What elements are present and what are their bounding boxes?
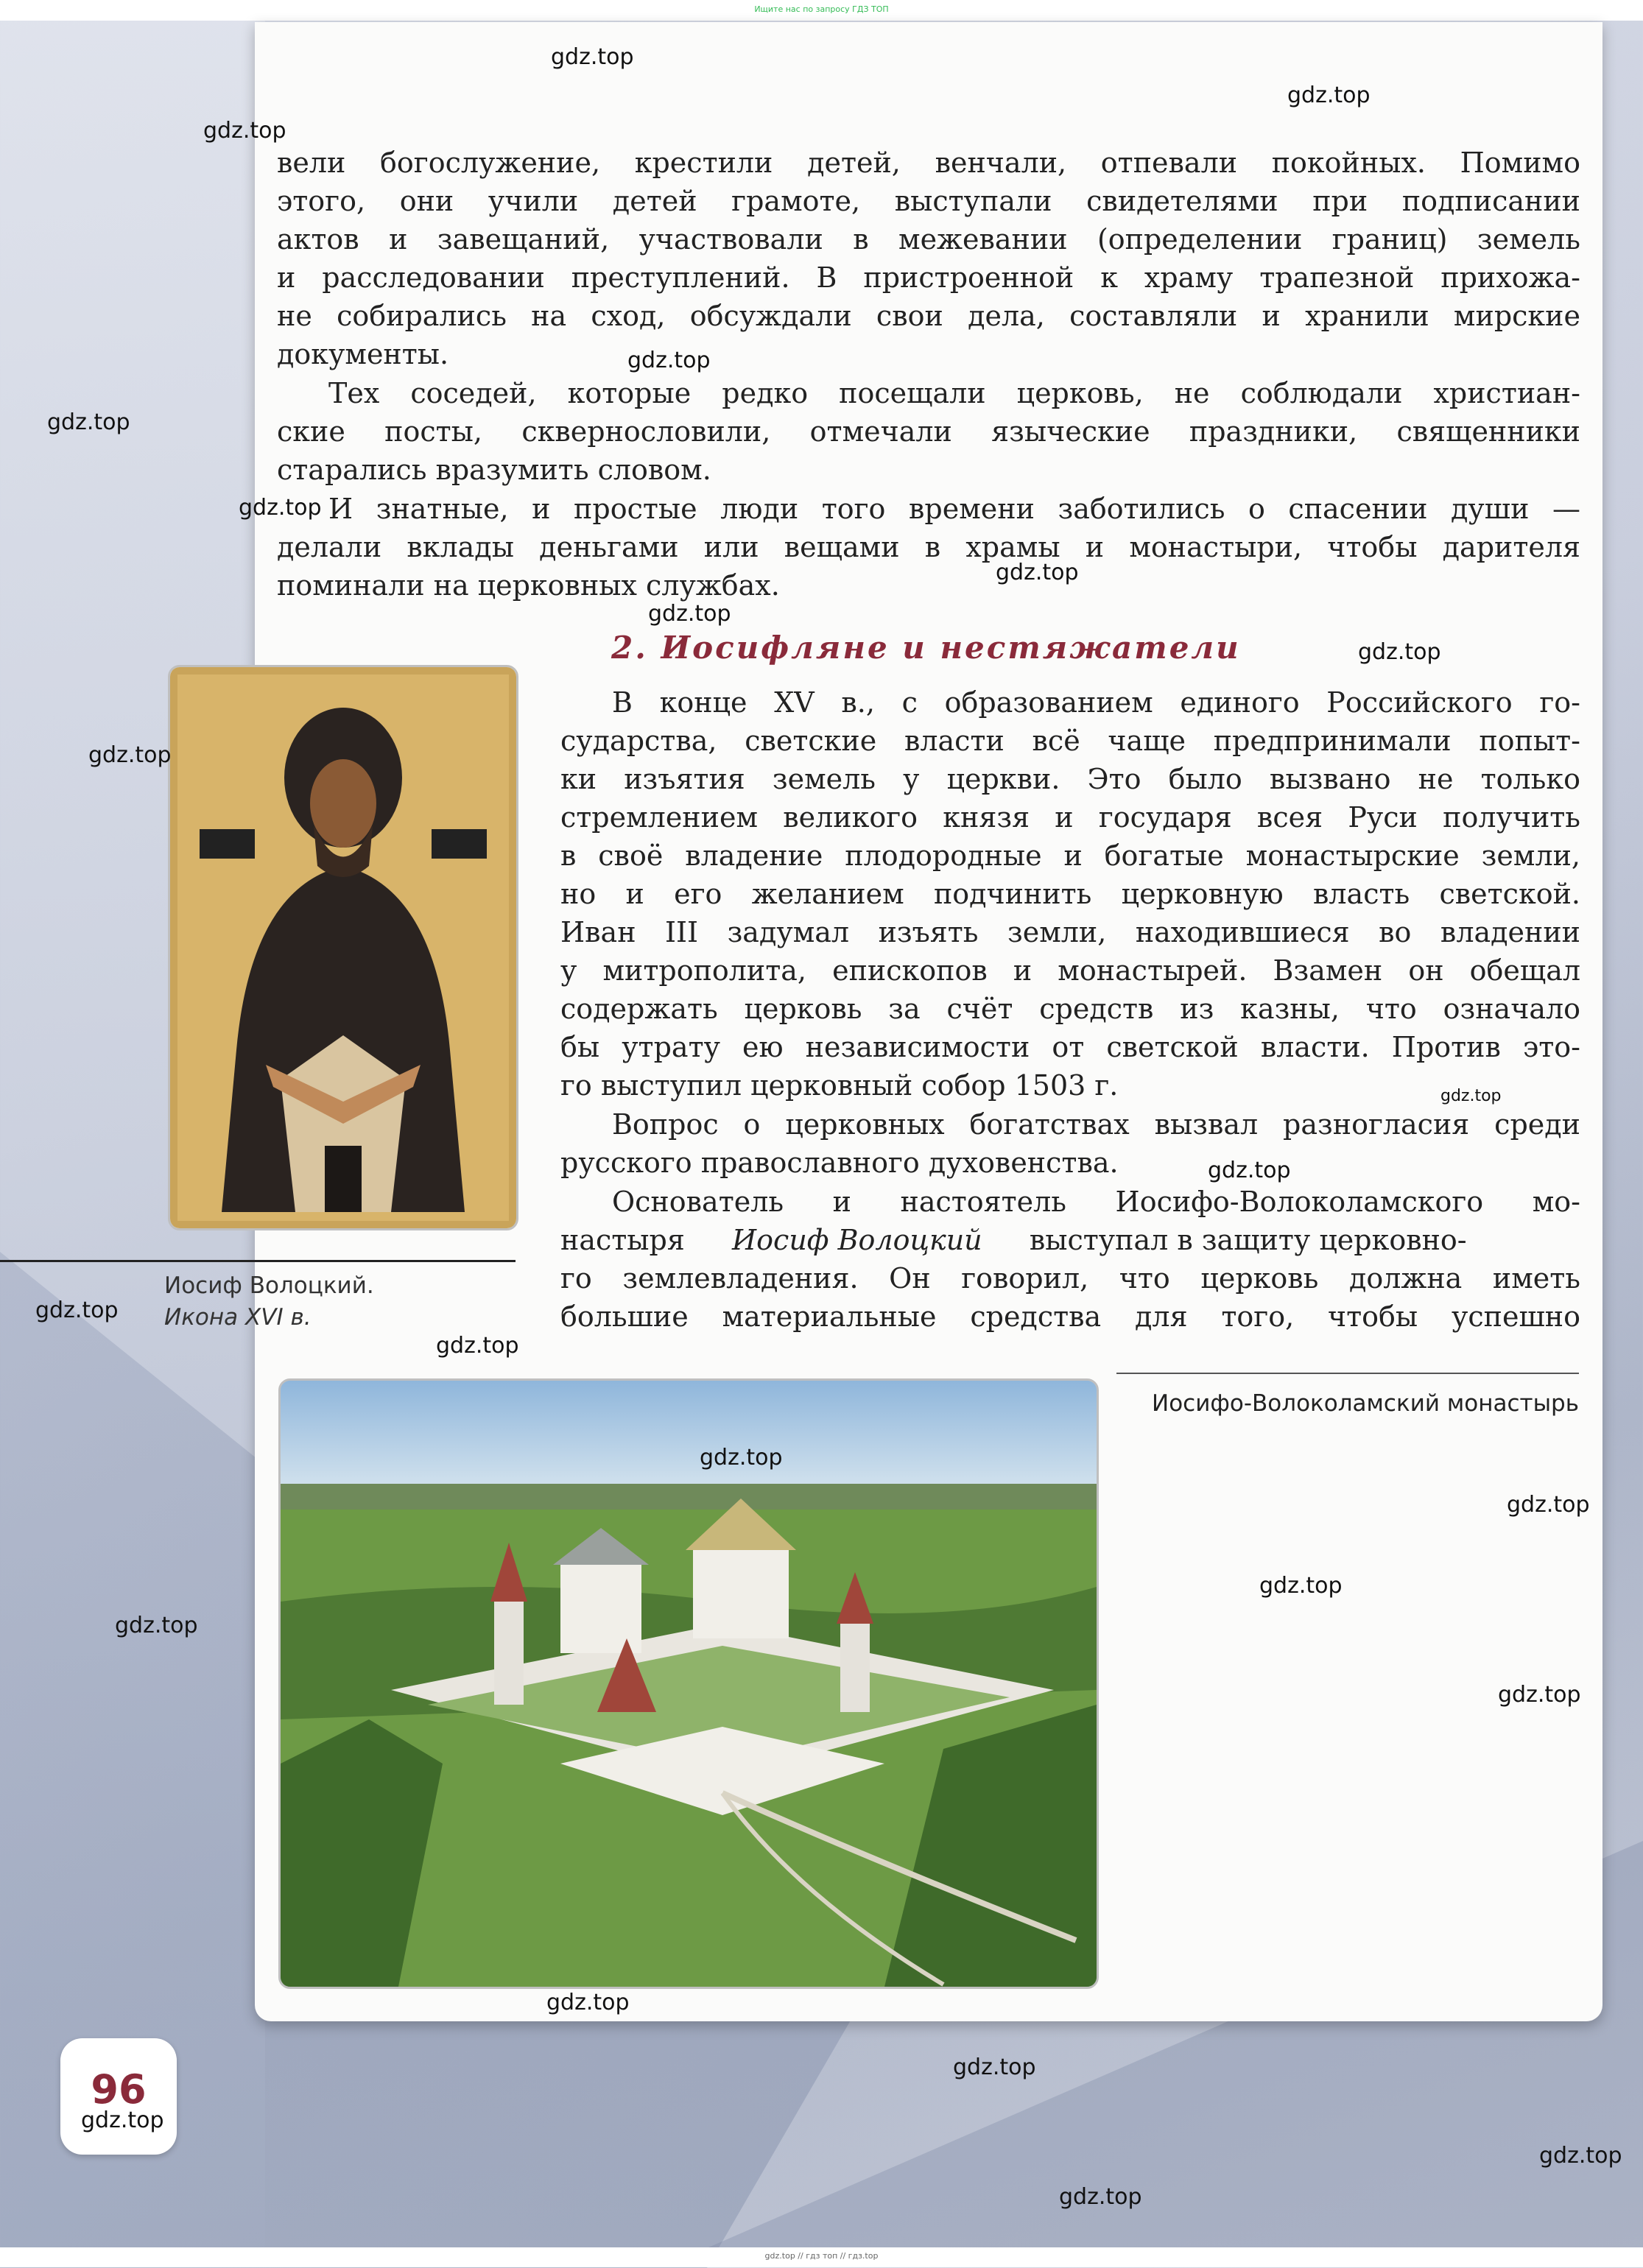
paragraph-line: бы утрату ею независимости от светской власти. Против это- (560, 1031, 1580, 1063)
paragraph-text: выступал в защиту церковно- (1029, 1224, 1467, 1256)
paragraph-line: документы. (277, 338, 449, 370)
paragraph-line: вели богослужение, крестили детей, венчали, отпевали покойных. Помимо (277, 147, 1580, 179)
watermark: gdz.top (1507, 1492, 1590, 1518)
header-strip-text: Ищите нас по запросу ГДЗ ТОП (754, 4, 889, 14)
watermark: gdz.top (436, 1333, 519, 1359)
watermark: gdz.top (1208, 1158, 1291, 1183)
paragraph-line: в своё владение плодородные и богатые монастырские земли, (560, 839, 1580, 872)
paragraph-line: большие материальные средства для того, чтобы успешно (560, 1300, 1580, 1333)
header-strip (0, 0, 1643, 21)
paragraph-line: ские посты, сквернословили, отмечали языческие праздники, священники (277, 415, 1580, 448)
watermark: gdz.top (648, 601, 731, 627)
watermark: gdz.top (700, 1445, 783, 1471)
paragraph-line: поминали на церковных службах. (277, 569, 780, 602)
icon-caption (164, 1270, 374, 1334)
page-number-box (60, 2038, 177, 2155)
paragraph-line: содержать церковь за счёт средств из казны, что означало (560, 993, 1580, 1025)
watermark: gdz.top (953, 2054, 1036, 2080)
watermark: gdz.top (35, 1297, 119, 1323)
caption-rule (0, 1260, 516, 1262)
photo-caption: Иосифо-Волоколамский монастырь (1152, 1390, 1579, 1417)
paragraph-line: у митрополита, епископов и монастырей. Взамен он обещал (560, 954, 1580, 987)
paragraph-line: и расследовании преступлений. В пристроенной к храму трапезной прихожа- (277, 261, 1580, 294)
paragraph-line: но и его желанием подчинить церковную власть светской. (560, 878, 1580, 910)
watermark: gdz.top (115, 1613, 198, 1638)
paragraph-line: актов и завещаний, участвовали в межевании (определении границ) земель (277, 223, 1580, 256)
watermark: gdz.top (1059, 2184, 1142, 2210)
paragraph-text: настыря (560, 1224, 685, 1256)
watermark: gdz.top (81, 2107, 164, 2133)
paragraph-line: русского православного духовенства. (560, 1147, 1119, 1179)
paragraph-line: Вопрос о церковных богатствах вызвал разногласия среди (612, 1108, 1580, 1141)
paragraph-line: го выступил церковный собор 1503 г. (560, 1069, 1119, 1102)
watermark: gdz.top (627, 348, 711, 373)
watermark: gdz.top (1358, 639, 1441, 665)
icon-image (168, 665, 518, 1230)
icon-caption-date: Икона XVI в. (164, 1304, 312, 1331)
watermark: gdz.top (546, 1990, 630, 2015)
paragraph-line: не собирались на сход, обсуждали свои дела, составляли и хранили мирские (277, 300, 1580, 332)
paragraph-line: стремлением великого князя и государя всея Руси получить (560, 801, 1580, 834)
watermark: gdz.top (551, 44, 634, 70)
watermark: gdz.top (1539, 2143, 1622, 2169)
paragraph-line: Тех соседей, которые редко посещали церковь, не соблюдали христиан- (328, 377, 1580, 409)
monastery-aerial-view (281, 1381, 1097, 1987)
watermark: gdz.top (1259, 1573, 1343, 1599)
watermark: gdz.top (1440, 1087, 1502, 1105)
watermark: gdz.top (88, 742, 172, 768)
paragraph-line: В конце XV в., с образованием единого Российского го- (612, 686, 1580, 719)
watermark: gdz.top (203, 118, 286, 144)
paragraph-line: этого, они учили детей грамоте, выступали свидетелями при подписании (277, 185, 1580, 217)
watermark: gdz.top (996, 560, 1079, 585)
icon-painting (170, 667, 516, 1228)
footer-strip-text: gdz.top // гдз топ // гдз.top (764, 2251, 879, 2261)
watermark: gdz.top (47, 409, 130, 435)
watermark: gdz.top (1287, 82, 1371, 108)
paragraph-line (560, 1221, 1580, 1259)
section-heading: 2. Иосифляне и нестяжатели (611, 630, 1241, 666)
paragraph-line: го землевладения. Он говорил, что церковь должна иметь (560, 1262, 1580, 1295)
paragraph-line: старались вразумить словом. (277, 454, 711, 486)
footer-strip (0, 2247, 1643, 2267)
paragraph-line: Иван III задумал изъять земли, находившиеся во владении (560, 916, 1580, 948)
watermark: gdz.top (1498, 1682, 1581, 1708)
monastery-photo (278, 1378, 1099, 1989)
paragraph-line: И знатные, и простые люди того времени заботились о спасении души — (328, 493, 1580, 525)
watermark: gdz.top (239, 495, 322, 521)
caption-rule (1116, 1373, 1579, 1374)
paragraph-line: сударства, светские власти всё чаще предпринимали попыт- (560, 725, 1580, 757)
person-name: Иосиф Волоцкий (732, 1224, 982, 1256)
page-number: 96 (91, 2066, 147, 2113)
paragraph-line: делали вклады деньгами или вещами в храмы и монастыри, чтобы дарителя (277, 531, 1580, 563)
paragraph-line: Основатель и настоятель Иосифо-Волоколамского мо- (612, 1186, 1580, 1218)
icon-caption-name: Иосиф Волоцкий. (164, 1272, 374, 1299)
paragraph-line: ки изъятия земель у церкви. Это было вызвано не только (560, 763, 1580, 795)
